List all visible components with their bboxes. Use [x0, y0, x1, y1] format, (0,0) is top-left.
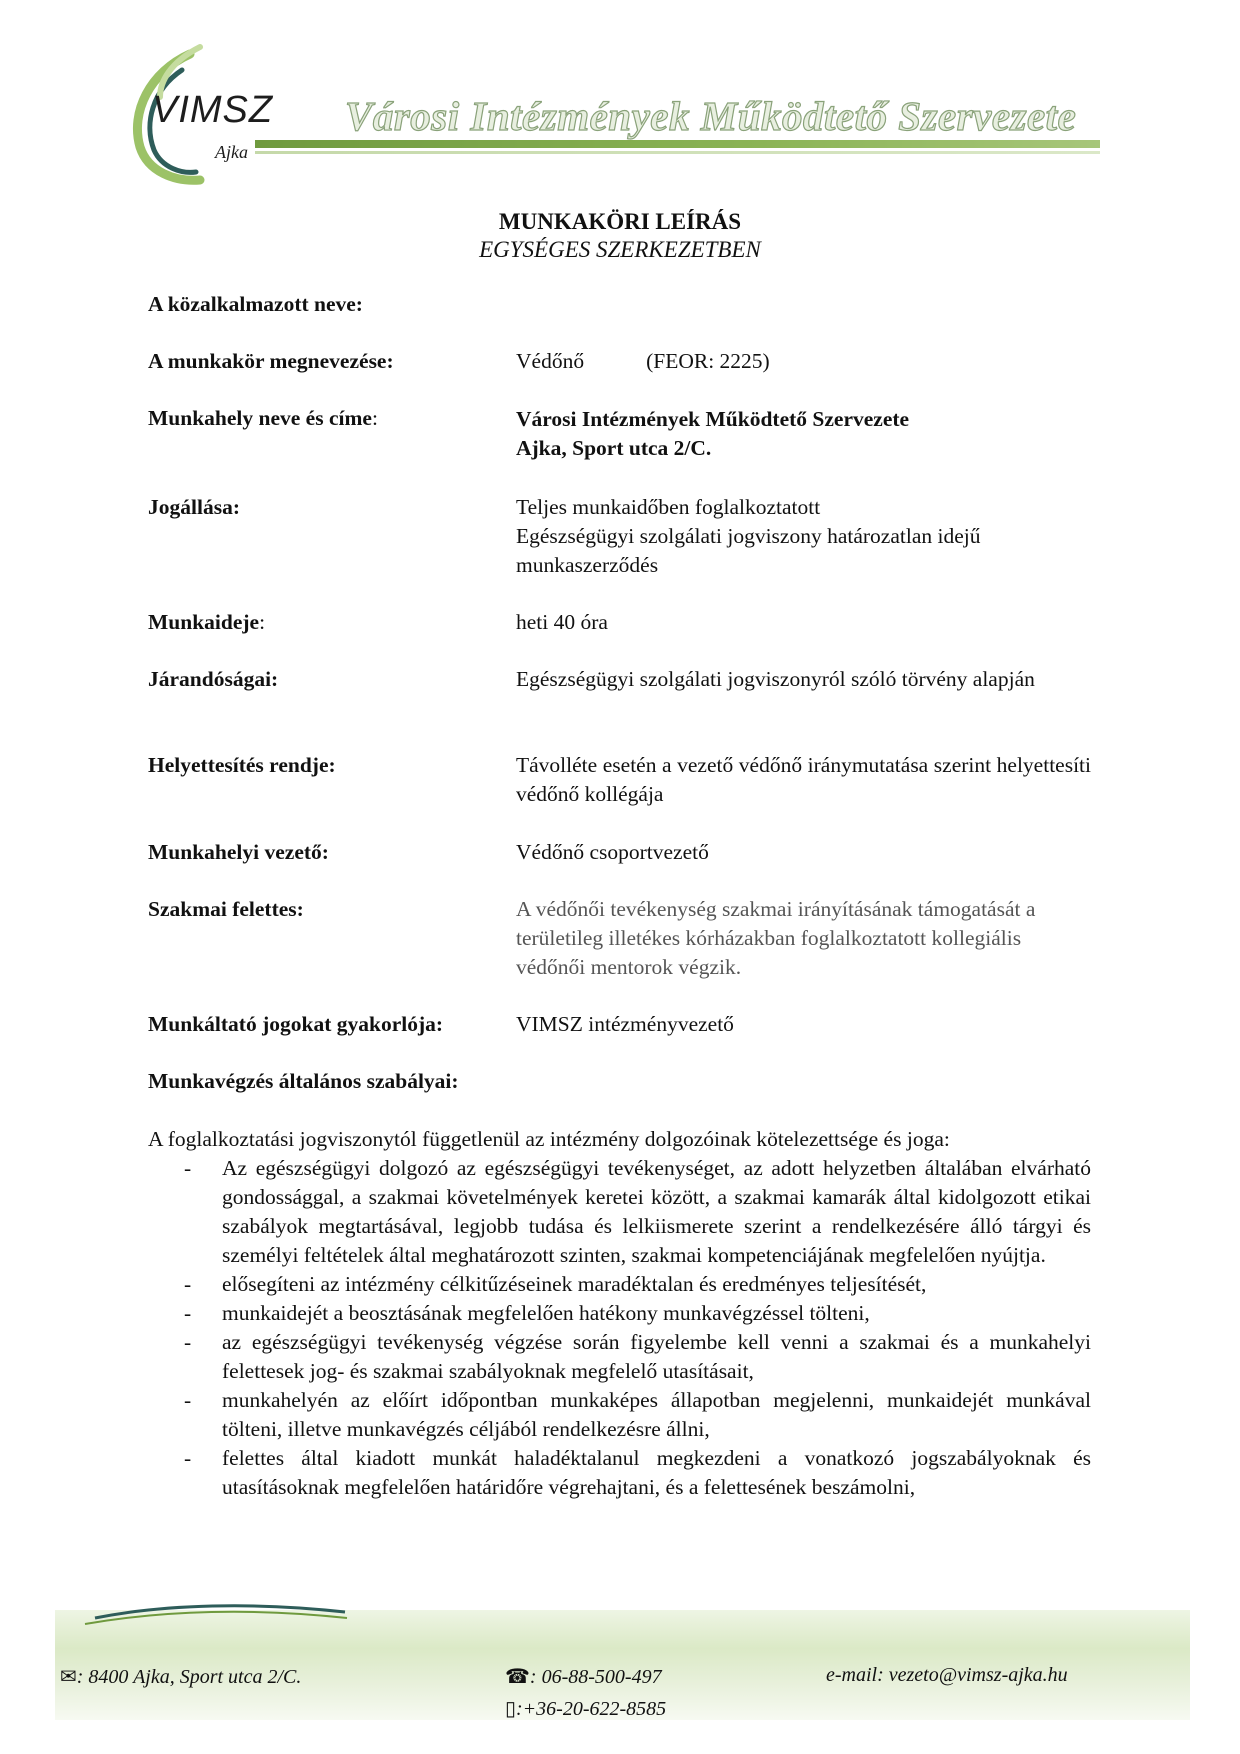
pay-label: Járandóságai:: [148, 667, 279, 691]
document-subtitle: EGYSÉGES SZERKEZETBEN: [479, 237, 761, 262]
worktime-label-colon: :: [259, 610, 266, 634]
list-dash: -: [184, 1156, 192, 1180]
list-item-text: elősegíteni az intézmény célkitűzéseinek maradéktalan és eredményes teljesítését,: [222, 1272, 927, 1296]
job-title-text: Védőnő: [516, 349, 585, 373]
list-dash: -: [184, 1330, 192, 1354]
job-title-value: [516, 347, 1091, 376]
employer-rights-value: VIMSZ intézményvezető: [516, 1012, 734, 1036]
header-rule: [255, 140, 1100, 148]
footer-address: [60, 1664, 301, 1689]
list-item-text: munkaidejét a beosztásának megfelelően hatékony munkavégzéssel tölteni,: [222, 1301, 870, 1325]
substitution-value: Távolléte esetén a vezető védőnő iránymutatása szerint helyettesíti védőnő kollégája: [516, 753, 1091, 806]
mobile-phone-icon: ▯: [505, 1698, 517, 1720]
footer-mobile: [505, 1696, 666, 1721]
worktime-value: heti 40 óra: [516, 610, 608, 634]
workplace-address: Ajka, Sport utca 2/C.: [516, 436, 712, 460]
status-line-1: Teljes munkaidőben foglalkoztatott: [516, 495, 821, 519]
list-item-text: az egészségügyi tevékenység végzése során figyelembe kell venni a szakmai és a munkahelyi felettesek jog- és szakmai szabályoknak megfelelő utasításait,: [222, 1330, 1091, 1383]
footer-address-text: : 8400 Ajka, Sport utca 2/C.: [76, 1666, 302, 1688]
list-dash: -: [184, 1272, 192, 1296]
job-title-label: A munkakör megnevezése:: [148, 349, 394, 373]
list-item: [148, 1299, 1091, 1328]
vimsz-logo: [130, 42, 300, 192]
header-rule-secondary: [255, 151, 1100, 154]
document-title: MUNKAKÖRI LEÍRÁS: [498, 209, 742, 234]
feor-code: (FEOR: 2225): [646, 349, 770, 373]
list-item: [148, 1270, 1091, 1299]
list-item-text: munkahelyén az előírt időpontban munkaképes állapotban megjelenni, munkaidejét munkával tölteni, illetve munkavégzés céljából rendelkezésre állni,: [222, 1388, 1091, 1441]
logo-text: VIMSZ: [152, 89, 274, 131]
status-value: [516, 493, 1076, 580]
workplace-label-text: Munkahely neve és címe: [148, 406, 372, 430]
list-item-text: felettes által kiadott munkát haladéktalanul megkezdeni a vonatkozó jogszabályoknak és utasításoknak megfelelően határidőre végrehajtani, és a felettesének beszámolni,: [222, 1446, 1091, 1499]
employee-name-label: A közalkalmazott neve:: [148, 292, 363, 316]
footer-swoosh: [55, 1596, 355, 1666]
status-line-2: Egészségügyi szolgálati jogviszony határozatlan idejű munkaszerződés: [516, 524, 981, 577]
list-item: [148, 1154, 1091, 1270]
worktime-label: [148, 610, 265, 635]
list-item: [148, 1444, 1091, 1502]
envelope-icon: ✉: [60, 1666, 77, 1688]
list-item: [148, 1328, 1091, 1386]
manager-label: Munkahelyi vezető:: [148, 840, 329, 864]
list-item-text: Az egészségügyi dolgozó az egészségügyi tevékenységet, az adott helyzetben általában elvárható gondossággal, a szakmai követelmények keretei között, a szakmai kamarák által kidolgozott etikai szabályok megtartásával, legjobb tudása és lelkiismerete szerint a rendelkezésére álló tárgyi és személyi feltételek által meghatározott szinten, szakmai kompetenciájának megfelelően nyújtja.: [222, 1156, 1091, 1267]
obligations-list: [148, 1154, 1091, 1502]
letterhead: [0, 0, 1240, 200]
list-dash: -: [184, 1388, 192, 1412]
list-dash: -: [184, 1446, 192, 1470]
logo-subtext: Ajka: [215, 142, 248, 162]
worktime-label-text: Munkaideje: [148, 610, 260, 634]
status-label: Jogállása:: [148, 495, 240, 519]
general-rules-heading: Munkavégzés általános szabályai:: [148, 1069, 459, 1093]
footer-phone-text: : 06-88-500-497: [529, 1666, 662, 1688]
telephone-icon: ☎: [505, 1666, 530, 1688]
employer-rights-label: Munkáltató jogokat gyakorlója:: [148, 1012, 444, 1036]
substitution-label: Helyettesítés rendje:: [148, 753, 336, 777]
list-dash: -: [184, 1301, 192, 1325]
workplace-value: [516, 405, 1091, 463]
professional-superior-label: Szakmai felettes:: [148, 897, 304, 921]
professional-superior-value: A védőnői tevékenység szakmai irányításának támogatását a területileg illetékes kórházakban foglalkoztatott kollegiális védőnői mentorok végzik.: [516, 897, 1036, 979]
footer-email: e-mail: vezeto@vimsz-ajka.hu: [826, 1664, 1068, 1686]
manager-value: Védőnő csoportvezető: [516, 840, 709, 864]
workplace-name: Városi Intézmények Működtető Szervezete: [516, 407, 910, 431]
letterhead-footer: [0, 1596, 1240, 1754]
pay-value: Egészségügyi szolgálati jogviszonyról szóló törvény alapján: [516, 667, 1035, 691]
list-item: [148, 1386, 1091, 1444]
footer-phone: [505, 1664, 662, 1689]
workplace-label: [148, 406, 378, 431]
workplace-label-colon: :: [371, 406, 378, 430]
footer-mobile-text: :+36-20-622-8585: [516, 1698, 667, 1720]
intro-paragraph: A foglalkoztatási jogviszonytól függetlenül az intézmény dolgozóinak kötelezettsége és joga:: [148, 1127, 950, 1151]
organization-banner: Városi Intézmények Működtető Szervezete: [345, 93, 1077, 139]
